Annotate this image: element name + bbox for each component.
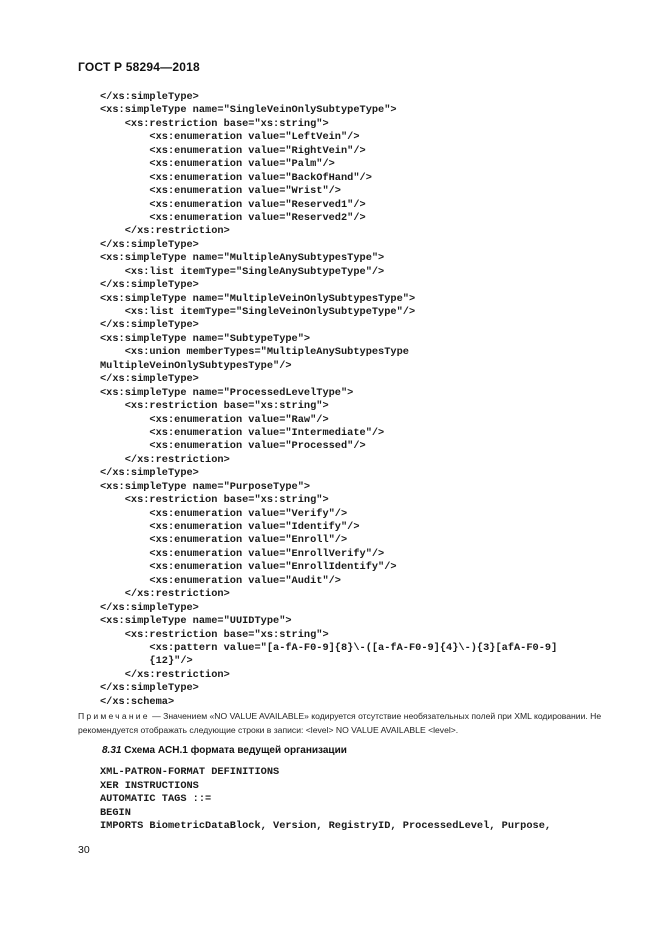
code-line: <xs:enumeration value="EnrollVerify"/> [100, 547, 385, 560]
code-line: <xs:enumeration value="Reserved1"/> [100, 198, 366, 211]
code-line: <xs:enumeration value="Enroll"/> [100, 534, 348, 547]
code-line: <xs:list itemType="SingleAnySubtypeType"/> [100, 265, 385, 278]
code-line: <xs:simpleType name="MultipleVeinOnlySubtypesType"> [100, 292, 416, 305]
code-line: <xs:enumeration value="EnrollIdentify"/> [100, 561, 397, 574]
note-text: Значением «NO VALUE AVAILABLE» кодируется отсутствие необязательных полей при XML кодировании. Не рекомендуется отображать следующие строки в записи: <level> NO VALUE AVAILABLE <level>. [78, 711, 602, 735]
code-line: </xs:schema> [100, 695, 175, 708]
code-line: <xs:pattern value="[a-fA-F0-9]{8}\-([a-fA-F0-9]{4}\-){3}[afA-F0-9] [100, 641, 558, 654]
document-header: ГОСТ Р 58294—2018 [78, 60, 200, 74]
note-label: Примечание [78, 711, 150, 721]
code-line: </xs:simpleType> [100, 319, 199, 332]
code-line: AUTOMATIC TAGS ::= [100, 793, 212, 805]
code-line: BEGIN [100, 806, 131, 819]
code-line: <xs:enumeration value="Palm"/> [100, 158, 335, 171]
code-line: MultipleVeinOnlySubtypesType"/> [100, 359, 292, 372]
code-line: </xs:simpleType> [100, 601, 199, 614]
code-line: </xs:simpleType> [100, 373, 199, 386]
code-line: <xs:simpleType name="MultipleAnySubtypesType"> [100, 252, 385, 265]
code-line: <xs:simpleType name="ProcessedLevelType"> [100, 386, 354, 399]
code-line: <xs:restriction base="xs:string"> [100, 117, 329, 130]
section-number: 8.31 [102, 745, 122, 756]
code-line: <xs:enumeration value="BackOfHand"/> [100, 171, 372, 184]
asn1-code-block [100, 766, 551, 834]
code-line: </xs:simpleType> [100, 279, 199, 292]
code-line: <xs:simpleType name="SingleVeinOnlySubtypeType"> [100, 104, 397, 117]
code-line: </xs:simpleType> [100, 467, 199, 480]
code-line: <xs:restriction base="xs:string"> [100, 628, 329, 641]
code-line: <xs:list itemType="SingleVeinOnlySubtypeType"/> [100, 306, 416, 318]
code-line: {12}"/> [100, 655, 193, 668]
code-line: <xs:enumeration value="Intermediate"/> [100, 426, 385, 439]
code-line: IMPORTS BiometricDataBlock, Version, RegistryID, ProcessedLevel, Purpose, [100, 820, 552, 832]
code-line: </xs:simpleType> [100, 91, 199, 103]
code-line: <xs:enumeration value="LeftVein"/> [100, 131, 360, 144]
note-dash: — [149, 711, 164, 721]
note-paragraph [78, 710, 618, 737]
code-line: <xs:simpleType name="PurposeType"> [100, 480, 311, 493]
code-line: <xs:enumeration value="Audit"/> [100, 574, 341, 587]
page-number: 30 [78, 844, 90, 856]
code-line: <xs:enumeration value="Wrist"/> [100, 185, 341, 198]
code-line: <xs:enumeration value="Identify"/> [100, 521, 360, 533]
code-line: <xs:enumeration value="Raw"/> [100, 413, 329, 426]
code-line: </xs:restriction> [100, 453, 230, 466]
xml-schema-code-block [100, 91, 600, 709]
code-line: <xs:enumeration value="Verify"/> [100, 507, 348, 520]
code-line: </xs:restriction> [100, 225, 230, 238]
code-line: </xs:restriction> [100, 588, 230, 601]
code-line: </xs:simpleType> [100, 682, 199, 695]
code-line: <xs:enumeration value="Reserved2"/> [100, 211, 366, 224]
code-line: <xs:simpleType name="UUIDType"> [100, 615, 292, 628]
code-line: <xs:restriction base="xs:string"> [100, 400, 329, 413]
code-line: <xs:restriction base="xs:string"> [100, 494, 329, 507]
code-line: XER INSTRUCTIONS [100, 779, 199, 792]
code-line: <xs:enumeration value="Processed"/> [100, 440, 366, 453]
code-line: <xs:union memberTypes="MultipleAnySubtypesType [100, 346, 409, 359]
code-line: <xs:enumeration value="RightVein"/> [100, 144, 366, 157]
code-line: </xs:simpleType> [100, 238, 199, 251]
code-line: XML-PATRON-FORMAT DEFINITIONS [100, 766, 280, 778]
code-line: </xs:restriction> [100, 668, 230, 681]
section-heading [102, 745, 347, 756]
code-line: <xs:simpleType name="SubtypeType"> [100, 332, 311, 345]
section-title: Схема ACH.1 формата ведущей организации [121, 745, 347, 756]
